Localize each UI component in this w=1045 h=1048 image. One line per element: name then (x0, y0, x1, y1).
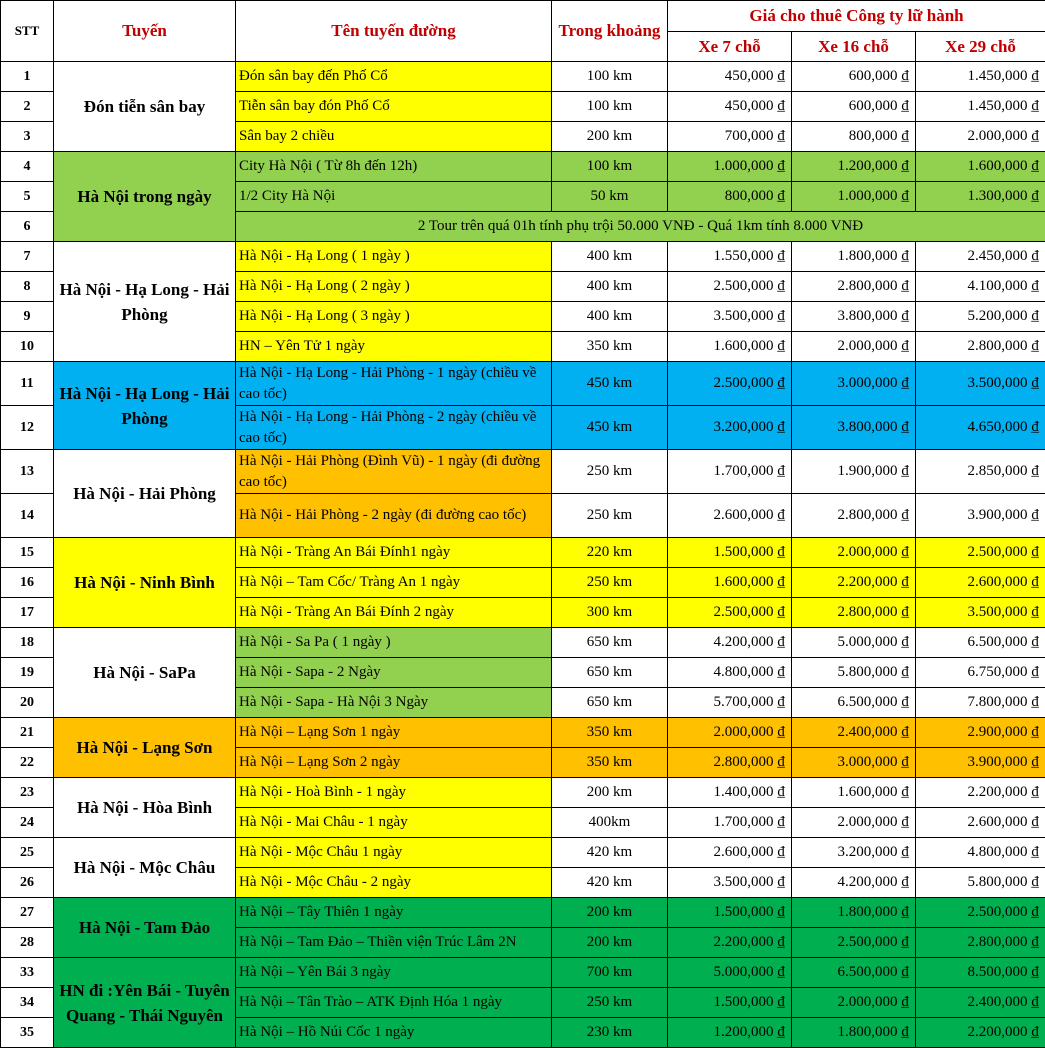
row-stt: 12 (1, 406, 54, 450)
distance-cell: 400 km (552, 242, 668, 272)
price-29-seat-cell: 2.500,000 ₫ (916, 898, 1045, 928)
row-stt: 18 (1, 628, 54, 658)
price-7-seat-cell: 2.500,000 ₫ (668, 272, 792, 302)
price-7-seat-cell: 450,000 ₫ (668, 62, 792, 92)
header-car29: Xe 29 chỗ (916, 32, 1045, 62)
row-stt: 34 (1, 988, 54, 1018)
row-stt: 2 (1, 92, 54, 122)
distance-cell: 450 km (552, 362, 668, 406)
row-stt: 5 (1, 182, 54, 212)
price-16-seat-cell: 3.800,000 ₫ (792, 406, 916, 450)
route-name-cell: Hà Nội - Hải Phòng (Đình Vũ) - 1 ngày (đi đường cao tốc) (236, 450, 552, 494)
route-name-cell: Tiễn sân bay đón Phố Cổ (236, 92, 552, 122)
price-29-seat-cell: 5.200,000 ₫ (916, 302, 1045, 332)
price-29-seat-cell: 2.400,000 ₫ (916, 988, 1045, 1018)
route-name-cell: Hà Nội - Mộc Châu - 2 ngày (236, 868, 552, 898)
route-name-cell: Hà Nội - Hạ Long ( 3 ngày ) (236, 302, 552, 332)
price-16-seat-cell: 2.000,000 ₫ (792, 808, 916, 838)
price-7-seat-cell: 2.500,000 ₫ (668, 598, 792, 628)
price-16-seat-cell: 3.000,000 ₫ (792, 362, 916, 406)
price-16-seat-cell: 6.500,000 ₫ (792, 688, 916, 718)
distance-cell: 220 km (552, 538, 668, 568)
route-name-cell: Hà Nội – Tam Cốc/ Tràng An 1 ngày (236, 568, 552, 598)
price-7-seat-cell: 1.500,000 ₫ (668, 538, 792, 568)
price-16-seat-cell: 2.000,000 ₫ (792, 988, 916, 1018)
distance-cell: 100 km (552, 152, 668, 182)
header-route: Tuyến (54, 1, 236, 62)
distance-cell: 100 km (552, 62, 668, 92)
row-stt: 13 (1, 450, 54, 494)
price-7-seat-cell: 5.000,000 ₫ (668, 958, 792, 988)
route-name-cell: Hà Nội - Hoà Bình - 1 ngày (236, 778, 552, 808)
price-16-seat-cell: 600,000 ₫ (792, 62, 916, 92)
price-7-seat-cell: 2.800,000 ₫ (668, 748, 792, 778)
row-stt: 33 (1, 958, 54, 988)
route-group-cell: Hà Nội - Tam Đảo (54, 898, 236, 958)
row-stt: 25 (1, 838, 54, 868)
distance-cell: 650 km (552, 688, 668, 718)
row-stt: 10 (1, 332, 54, 362)
distance-cell: 50 km (552, 182, 668, 212)
price-29-seat-cell: 2.800,000 ₫ (916, 928, 1045, 958)
table-row (1, 362, 1045, 406)
table-row (1, 718, 1045, 748)
price-16-seat-cell: 800,000 ₫ (792, 122, 916, 152)
header-price-group: Giá cho thuê Công ty lữ hành (668, 1, 1045, 32)
route-name-cell: Hà Nội - Sapa - 2 Ngày (236, 658, 552, 688)
route-name-cell: 1/2 City Hà Nội (236, 182, 552, 212)
row-stt: 35 (1, 1018, 54, 1048)
row-stt: 3 (1, 122, 54, 152)
distance-cell: 200 km (552, 898, 668, 928)
distance-cell: 200 km (552, 928, 668, 958)
price-16-seat-cell: 6.500,000 ₫ (792, 958, 916, 988)
row-stt: 4 (1, 152, 54, 182)
row-stt: 1 (1, 62, 54, 92)
price-29-seat-cell: 1.450,000 ₫ (916, 92, 1045, 122)
price-7-seat-cell: 2.000,000 ₫ (668, 718, 792, 748)
route-name-cell: Hà Nội - Tràng An Bái Đính 2 ngày (236, 598, 552, 628)
price-7-seat-cell: 2.600,000 ₫ (668, 494, 792, 538)
route-name-cell: Đón sân bay đến Phố Cổ (236, 62, 552, 92)
route-name-cell: Hà Nội - Hạ Long ( 2 ngày ) (236, 272, 552, 302)
distance-cell: 700 km (552, 958, 668, 988)
price-29-seat-cell: 2.850,000 ₫ (916, 450, 1045, 494)
price-16-seat-cell: 1.200,000 ₫ (792, 152, 916, 182)
price-29-seat-cell: 6.750,000 ₫ (916, 658, 1045, 688)
distance-cell: 400 km (552, 272, 668, 302)
row-stt: 11 (1, 362, 54, 406)
price-7-seat-cell: 1.600,000 ₫ (668, 332, 792, 362)
row-stt: 22 (1, 748, 54, 778)
route-name-cell: Hà Nội - Hạ Long - Hải Phòng - 1 ngày (chiều về cao tốc) (236, 362, 552, 406)
route-group-cell: Hà Nội - Mộc Châu (54, 838, 236, 898)
table-row (1, 538, 1045, 568)
price-29-seat-cell: 2.600,000 ₫ (916, 808, 1045, 838)
price-7-seat-cell: 4.800,000 ₫ (668, 658, 792, 688)
price-7-seat-cell: 1.000,000 ₫ (668, 152, 792, 182)
price-7-seat-cell: 4.200,000 ₫ (668, 628, 792, 658)
header-stt: STT (1, 1, 54, 62)
header-car7: Xe 7 chỗ (668, 32, 792, 62)
price-16-seat-cell: 3.200,000 ₫ (792, 838, 916, 868)
price-29-seat-cell: 4.650,000 ₫ (916, 406, 1045, 450)
price-7-seat-cell: 1.400,000 ₫ (668, 778, 792, 808)
table-row (1, 450, 1045, 494)
route-group-cell: Hà Nội - Lạng Sơn (54, 718, 236, 778)
row-stt: 17 (1, 598, 54, 628)
route-name-cell: Hà Nội - Mai Châu - 1 ngày (236, 808, 552, 838)
distance-cell: 650 km (552, 658, 668, 688)
route-group-cell: Hà Nội trong ngày (54, 152, 236, 242)
distance-cell: 250 km (552, 450, 668, 494)
distance-cell: 250 km (552, 988, 668, 1018)
distance-cell: 350 km (552, 718, 668, 748)
price-7-seat-cell: 1.700,000 ₫ (668, 450, 792, 494)
table-row (1, 778, 1045, 808)
table-row (1, 152, 1045, 182)
price-29-seat-cell: 2.200,000 ₫ (916, 778, 1045, 808)
price-7-seat-cell: 1.200,000 ₫ (668, 1018, 792, 1048)
route-name-cell: Hà Nội - Sa Pa ( 1 ngày ) (236, 628, 552, 658)
distance-cell: 350 km (552, 748, 668, 778)
row-stt: 21 (1, 718, 54, 748)
table-row (1, 838, 1045, 868)
price-16-seat-cell: 4.200,000 ₫ (792, 868, 916, 898)
price-29-seat-cell: 6.500,000 ₫ (916, 628, 1045, 658)
price-7-seat-cell: 700,000 ₫ (668, 122, 792, 152)
distance-cell: 100 km (552, 92, 668, 122)
route-group-cell: Hà Nội - Hòa Bình (54, 778, 236, 838)
price-16-seat-cell: 1.000,000 ₫ (792, 182, 916, 212)
table-row (1, 242, 1045, 272)
distance-cell: 250 km (552, 494, 668, 538)
price-16-seat-cell: 2.200,000 ₫ (792, 568, 916, 598)
price-7-seat-cell: 3.500,000 ₫ (668, 868, 792, 898)
table-body (1, 62, 1045, 1048)
distance-cell: 250 km (552, 568, 668, 598)
distance-cell: 200 km (552, 778, 668, 808)
price-29-seat-cell: 5.800,000 ₫ (916, 868, 1045, 898)
route-group-cell: Đón tiễn sân bay (54, 62, 236, 152)
price-16-seat-cell: 3.000,000 ₫ (792, 748, 916, 778)
price-7-seat-cell: 1.500,000 ₫ (668, 898, 792, 928)
row-stt: 15 (1, 538, 54, 568)
price-7-seat-cell: 800,000 ₫ (668, 182, 792, 212)
row-stt: 14 (1, 494, 54, 538)
distance-cell: 650 km (552, 628, 668, 658)
price-16-seat-cell: 1.800,000 ₫ (792, 1018, 916, 1048)
header-distance: Trong khoảng (552, 1, 668, 62)
price-16-seat-cell: 2.400,000 ₫ (792, 718, 916, 748)
surcharge-note: 2 Tour trên quá 01h tính phụ trội 50.000 VNĐ - Quá 1km tính 8.000 VNĐ (236, 212, 1045, 242)
row-stt: 28 (1, 928, 54, 958)
price-16-seat-cell: 2.000,000 ₫ (792, 538, 916, 568)
price-7-seat-cell: 2.500,000 ₫ (668, 362, 792, 406)
price-29-seat-cell: 2.600,000 ₫ (916, 568, 1045, 598)
route-name-cell: Hà Nội – Tân Trào – ATK Định Hóa 1 ngày (236, 988, 552, 1018)
price-7-seat-cell: 1.550,000 ₫ (668, 242, 792, 272)
price-29-seat-cell: 2.900,000 ₫ (916, 718, 1045, 748)
route-name-cell: Hà Nội - Hạ Long ( 1 ngày ) (236, 242, 552, 272)
table-row (1, 898, 1045, 928)
row-stt: 9 (1, 302, 54, 332)
route-name-cell: Hà Nội - Mộc Châu 1 ngày (236, 838, 552, 868)
route-group-cell: Hà Nội - Hải Phòng (54, 450, 236, 538)
route-name-cell: Sân bay 2 chiều (236, 122, 552, 152)
distance-cell: 300 km (552, 598, 668, 628)
price-29-seat-cell: 8.500,000 ₫ (916, 958, 1045, 988)
row-stt: 7 (1, 242, 54, 272)
route-name-cell: Hà Nội – Lạng Sơn 2 ngày (236, 748, 552, 778)
route-name-cell: HN – Yên Tử 1 ngày (236, 332, 552, 362)
row-stt: 24 (1, 808, 54, 838)
row-stt: 6 (1, 212, 54, 242)
route-group-cell: Hà Nội - Hạ Long - Hải Phòng (54, 242, 236, 362)
price-29-seat-cell: 2.500,000 ₫ (916, 538, 1045, 568)
price-7-seat-cell: 1.700,000 ₫ (668, 808, 792, 838)
route-name-cell: Hà Nội - Sapa - Hà Nội 3 Ngày (236, 688, 552, 718)
price-16-seat-cell: 2.800,000 ₫ (792, 598, 916, 628)
price-7-seat-cell: 2.600,000 ₫ (668, 838, 792, 868)
distance-cell: 400km (552, 808, 668, 838)
price-7-seat-cell: 1.500,000 ₫ (668, 988, 792, 1018)
row-stt: 26 (1, 868, 54, 898)
route-name-cell: Hà Nội – Hồ Núi Cốc 1 ngày (236, 1018, 552, 1048)
price-16-seat-cell: 2.000,000 ₫ (792, 332, 916, 362)
price-16-seat-cell: 5.000,000 ₫ (792, 628, 916, 658)
route-group-cell: Hà Nội - Hạ Long - Hải Phòng (54, 362, 236, 450)
price-29-seat-cell: 4.800,000 ₫ (916, 838, 1045, 868)
distance-cell: 200 km (552, 122, 668, 152)
distance-cell: 350 km (552, 332, 668, 362)
price-16-seat-cell: 3.800,000 ₫ (792, 302, 916, 332)
price-29-seat-cell: 4.100,000 ₫ (916, 272, 1045, 302)
price-7-seat-cell: 5.700,000 ₫ (668, 688, 792, 718)
price-16-seat-cell: 600,000 ₫ (792, 92, 916, 122)
price-16-seat-cell: 2.500,000 ₫ (792, 928, 916, 958)
price-29-seat-cell: 3.500,000 ₫ (916, 362, 1045, 406)
distance-cell: 400 km (552, 302, 668, 332)
price-16-seat-cell: 1.600,000 ₫ (792, 778, 916, 808)
distance-cell: 230 km (552, 1018, 668, 1048)
price-29-seat-cell: 3.500,000 ₫ (916, 598, 1045, 628)
price-7-seat-cell: 450,000 ₫ (668, 92, 792, 122)
price-7-seat-cell: 3.200,000 ₫ (668, 406, 792, 450)
price-29-seat-cell: 3.900,000 ₫ (916, 748, 1045, 778)
row-stt: 19 (1, 658, 54, 688)
route-group-cell: HN đi :Yên Bái - Tuyên Quang - Thái Nguyên (54, 958, 236, 1048)
price-29-seat-cell: 1.600,000 ₫ (916, 152, 1045, 182)
price-16-seat-cell: 2.800,000 ₫ (792, 272, 916, 302)
price-29-seat-cell: 3.900,000 ₫ (916, 494, 1045, 538)
route-name-cell: Hà Nội - Hạ Long - Hải Phòng - 2 ngày (chiều về cao tốc) (236, 406, 552, 450)
price-29-seat-cell: 2.000,000 ₫ (916, 122, 1045, 152)
price-29-seat-cell: 7.800,000 ₫ (916, 688, 1045, 718)
route-group-cell: Hà Nội - SaPa (54, 628, 236, 718)
distance-cell: 420 km (552, 868, 668, 898)
price-29-seat-cell: 2.450,000 ₫ (916, 242, 1045, 272)
price-29-seat-cell: 1.300,000 ₫ (916, 182, 1045, 212)
price-16-seat-cell: 1.800,000 ₫ (792, 898, 916, 928)
row-stt: 27 (1, 898, 54, 928)
row-stt: 23 (1, 778, 54, 808)
price-7-seat-cell: 1.600,000 ₫ (668, 568, 792, 598)
price-16-seat-cell: 1.900,000 ₫ (792, 450, 916, 494)
row-stt: 20 (1, 688, 54, 718)
route-group-cell: Hà Nội - Ninh Bình (54, 538, 236, 628)
row-stt: 8 (1, 272, 54, 302)
price-29-seat-cell: 2.800,000 ₫ (916, 332, 1045, 362)
price-7-seat-cell: 3.500,000 ₫ (668, 302, 792, 332)
route-name-cell: Hà Nội – Tam Đảo – Thiền viện Trúc Lâm 2N (236, 928, 552, 958)
header-car16: Xe 16 chỗ (792, 32, 916, 62)
table-row (1, 958, 1045, 988)
distance-cell: 420 km (552, 838, 668, 868)
price-29-seat-cell: 2.200,000 ₫ (916, 1018, 1045, 1048)
route-name-cell: City Hà Nội ( Từ 8h đến 12h) (236, 152, 552, 182)
route-name-cell: Hà Nội – Yên Bái 3 ngày (236, 958, 552, 988)
distance-cell: 450 km (552, 406, 668, 450)
price-29-seat-cell: 1.450,000 ₫ (916, 62, 1045, 92)
table-row (1, 62, 1045, 92)
header-route-name: Tên tuyến đường (236, 1, 552, 62)
price-16-seat-cell: 1.800,000 ₫ (792, 242, 916, 272)
price-16-seat-cell: 2.800,000 ₫ (792, 494, 916, 538)
route-name-cell: Hà Nội - Tràng An Bái Đính1 ngày (236, 538, 552, 568)
table-header (1, 1, 1045, 62)
route-name-cell: Hà Nội – Tây Thiên 1 ngày (236, 898, 552, 928)
table-row (1, 628, 1045, 658)
row-stt: 16 (1, 568, 54, 598)
price-7-seat-cell: 2.200,000 ₫ (668, 928, 792, 958)
route-name-cell: Hà Nội – Lạng Sơn 1 ngày (236, 718, 552, 748)
price-16-seat-cell: 5.800,000 ₫ (792, 658, 916, 688)
route-name-cell: Hà Nội - Hải Phòng - 2 ngày (đi đường cao tốc) (236, 494, 552, 538)
